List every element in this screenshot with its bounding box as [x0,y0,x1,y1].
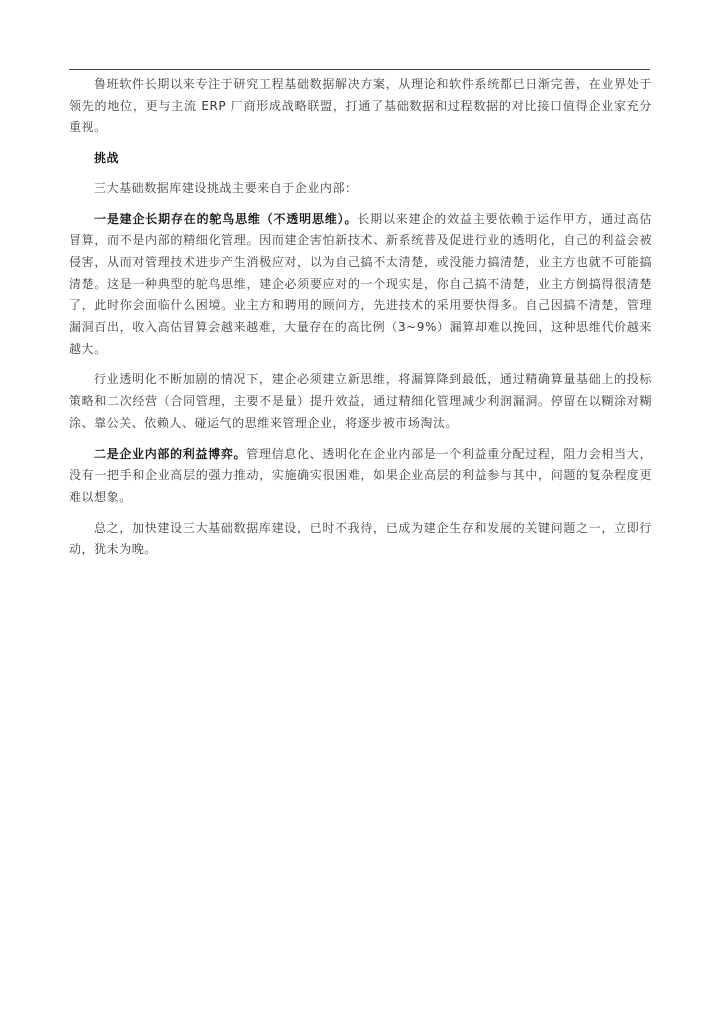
challenge-1-body: 长期以来建企的效益主要依赖于运作甲方，通过高估冒算，而不是内部的精细化管理。因而建企害怕新技术、新系统普及促进行业的透明化，自己的利益会被侵害，从而对管理技术进步产生消极应对，以为自己搞不太清楚，或没能力搞清楚，业主方也就不可能搞清楚。这是一种典型的鸵鸟思维，建企必须要应对的一个现实是，你自己搞不清楚，业主方倒搞得很清楚了，此时你会面临什么困境。业主方和聘用的顾问方，先进技术的采用要快得多。自己因搞不清楚，管理漏洞百出，收入高估冒算会越来越难，大量存在的高比例（3~9%）漏算却难以挽回，这种思维代价越来越大。 [69,211,652,356]
challenge-1-title: 一是建企长期存在的鸵鸟思维（不透明思维）。 [94,211,358,226]
challenge-2-body: 管理信息化、透明化在企业内部是一个利益重分配过程，阻力会相当大，没有一把手和企业高层的强力推动，实施确实很困难，如果企业高层的利益参与其中，问题的复杂程度更难以想象。 [69,446,652,504]
challenge-2-paragraph [69,444,652,509]
challenges-source-paragraph: 三大基础数据库建设挑战主要来自于企业内部： [94,180,358,195]
challenge-2-title: 二是企业内部的利益博弈。 [94,446,247,461]
conclusion-paragraph: 总之，加快建设三大基础数据库建设，已时不我待，已成为建企生存和发展的关键问题之一，立即行动，犹未为晚。 [69,520,652,557]
transparency-paragraph: 行业透明化不断加剧的情况下，建企必须建立新思维，将漏算降到最低，通过精确算量基础上的投标策略和二次经营（合同管理，主要不是量）提升效益，通过精细化管理减少利润漏洞。停留在以糊涂对糊涂、靠公关、依赖人、碰运气的思维来管理企业，将逐步被市场淘汰。 [69,372,652,430]
header-rule [69,69,650,70]
document-body [69,74,652,570]
section-heading-challenge: 挑战 [94,151,120,166]
challenge-1-paragraph [69,209,652,361]
intro-paragraph: 鲁班软件长期以来专注于研究工程基础数据解决方案，从理论和软件系统都已日渐完善，在业界处于领先的地位，更与主流 ERP 厂商形成战略联盟，打通了基础数据和过程数据的对比接口值得企业家充分重视。 [69,77,652,135]
